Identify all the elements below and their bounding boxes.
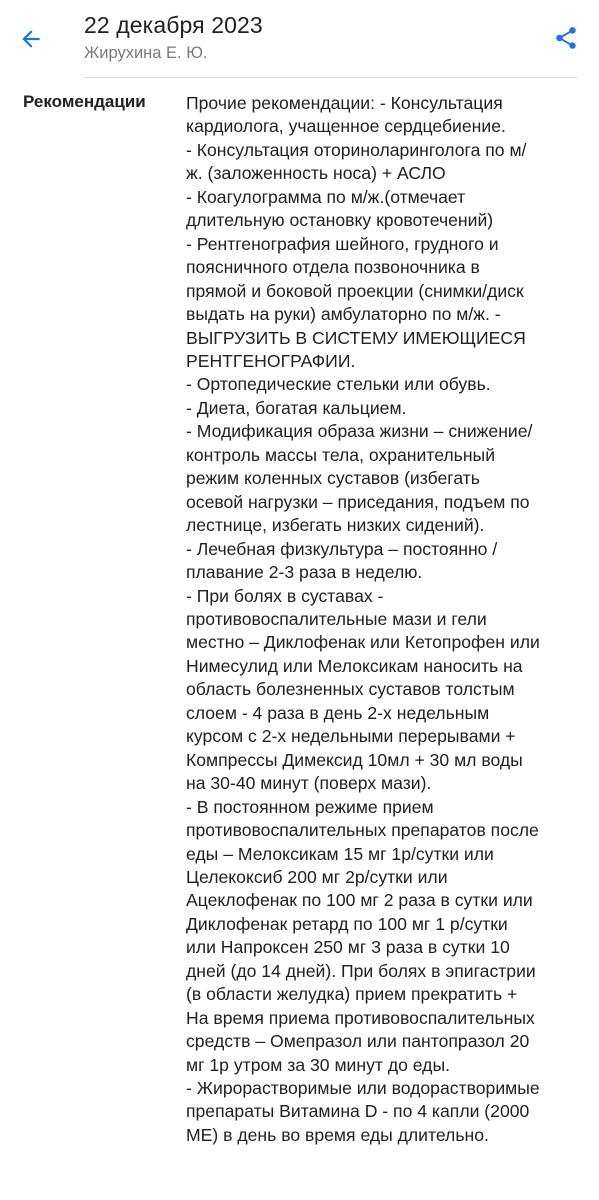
recommendation-line: (в области желудка) прием прекратить + [186, 984, 518, 1005]
recommendation-line: Диклофенак ретард по 100 мг 1 р/сутки [186, 913, 508, 934]
recommendation-line: противовоспалительных препаратов после [186, 820, 539, 841]
recommendation-line: РЕНТГЕНОГРАФИИ. [186, 350, 356, 371]
recommendation-line: курсом с 2-х недельными перерывами + [186, 726, 516, 747]
recommendation-line: лестнице, избегать низких сидений). [186, 515, 485, 536]
recommendation-line: - Ортопедические стельки или обувь. [186, 374, 491, 395]
recommendation-line: или Напроксен 250 мг 3 раза в сутки 10 [186, 937, 510, 958]
recommendation-line: - При болях в суставах - [186, 585, 384, 606]
recommendation-line: выдать на руки) амбулаторно по м/ж. - [186, 304, 501, 325]
page-title: 22 декабря 2023 [84, 12, 263, 38]
recommendation-line: - Жирорастворимые или водорастворимые [186, 1078, 540, 1099]
recommendations-text [186, 92, 586, 1147]
recommendation-line: длительную остановку кровотечений) [186, 210, 494, 231]
share-icon [553, 25, 579, 51]
recommendation-line: Нимесулид или Мелоксикам наносить на [186, 655, 523, 676]
recommendation-line: препараты Витамина D - по 4 капли (2000 [186, 1101, 530, 1122]
recommendation-line: - Консультация оториноларинголога по м/ [186, 139, 527, 160]
recommendation-line: еды – Мелоксикам 15 мг 1р/сутки или [186, 843, 494, 864]
arrow-back-icon [18, 26, 44, 52]
top-app-bar [0, 0, 599, 78]
recommendation-line: поясничного отдела позвоночника в [186, 257, 480, 278]
recommendation-line: режим коленных суставов (избегать [186, 468, 480, 489]
share-button[interactable] [550, 22, 582, 54]
recommendation-line: МЕ) в день во время еды длительно. [186, 1124, 489, 1145]
recommendation-line: кардиолога, учащенное сердцебиение. [186, 116, 506, 137]
recommendation-line: противовоспалительные мази и гели [186, 608, 487, 629]
recommendation-line: Ацеклофенак по 100 мг 2 раза в сутки или [186, 890, 533, 911]
doctor-name: Жирухина Е. Ю. [84, 44, 208, 62]
recommendation-line: мг 1р утром за 30 минут до еды. [186, 1054, 450, 1075]
recommendation-line: ж. (заложенность носа) + АСЛО [186, 163, 446, 184]
recommendation-line: область болезненных суставов толстым [186, 679, 515, 700]
recommendation-line: - В постоянном режиме прием [186, 796, 434, 817]
recommendation-line: Целекоксиб 200 мг 2р/сутки или [186, 866, 448, 887]
recommendation-line: - Модификация образа жизни – снижение/ [186, 421, 533, 442]
recommendation-line: На время приема противовоспалительных [186, 1007, 535, 1028]
recommendation-line: контроль массы тела, охранительный [186, 444, 496, 465]
recommendation-line: - Диета, богатая кальцием. [186, 397, 407, 418]
header-divider [84, 77, 577, 78]
recommendation-line: дней (до 14 дней). При болях в эпигастрии [186, 960, 536, 981]
recommendation-line: ВЫГРУЗИТЬ В СИСТЕМУ ИМЕЮЩИЕСЯ [186, 327, 526, 348]
recommendation-line: Компрессы Димексид 10мл + 30 мл воды [186, 749, 523, 770]
recommendation-line: - Лечебная физкультура – постоянно / [186, 538, 498, 559]
recommendation-line: - Рентгенография шейного, грудного и [186, 233, 499, 254]
recommendation-line: Прочие рекомендации: - Консультация [186, 93, 503, 113]
recommendation-line: осевой нагрузки – приседания, подъем по [186, 491, 530, 512]
back-button[interactable] [14, 22, 48, 56]
recommendation-line: слоем - 4 раза в день 2-х недельным [186, 702, 490, 723]
recommendation-line: плавание 2-3 раза в неделю. [186, 562, 423, 583]
recommendation-line: прямой и боковой проекции (снимки/диск [186, 280, 524, 301]
recommendation-line: - Коагулограмма по м/ж.(отмечает [186, 186, 466, 207]
field-label: Рекомендации [23, 92, 146, 111]
recommendation-line: средств – Омепразол или пантопразол 20 [186, 1031, 530, 1052]
recommendation-line: местно – Диклофенак или Кетопрофен или [186, 632, 540, 653]
recommendation-line: на 30-40 минут (поверх мази). [186, 773, 432, 794]
